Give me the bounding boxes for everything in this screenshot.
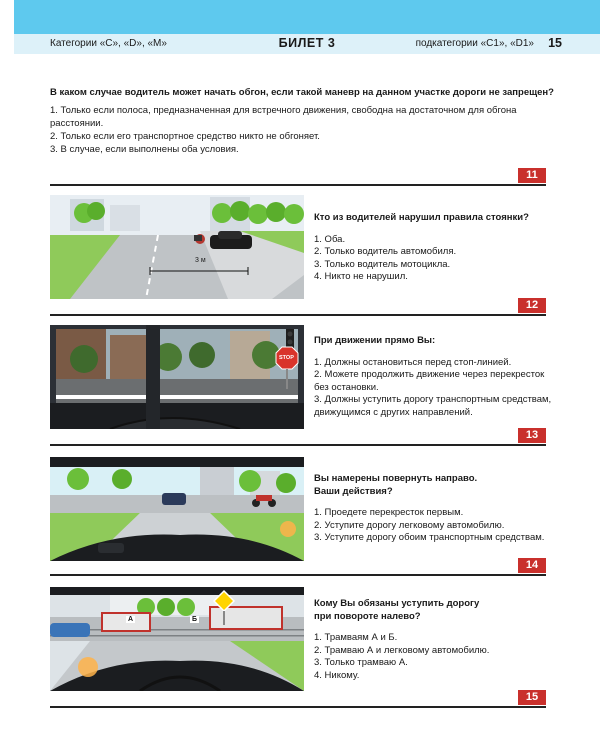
answer-option[interactable]: 2. Только водитель автомобиля. — [314, 246, 457, 257]
question-number-badge: 12 — [518, 298, 546, 313]
divider — [50, 574, 546, 576]
answer-option[interactable]: 3. Должны уступить дорогу транспортным средствам, движущимся с других направлений. — [314, 394, 552, 418]
header-subcategories: подкатегории «С1», «D1» — [415, 38, 534, 49]
answer-option[interactable]: 1. Только если полоса, предназначенная для встречного движения, свободна на достаточном для обгона расстоянии. — [50, 105, 517, 129]
divider — [50, 184, 546, 186]
question-number-badge: 13 — [518, 428, 546, 443]
question-title-line1: Кому Вы обязаны уступить дорогу — [314, 598, 480, 609]
question-13 — [314, 335, 552, 419]
question-illustration-right-turn — [50, 457, 304, 561]
divider — [50, 314, 546, 316]
question-15 — [314, 598, 552, 682]
answer-option[interactable]: 3. Уступите дорогу обоим транспортным средствам. — [314, 532, 545, 543]
page-header — [14, 34, 600, 54]
question-title: Кто из водителей нарушил правила стоянки? — [314, 212, 529, 223]
question-title — [314, 473, 552, 498]
header-categories: Категории «С», «D», «М» — [50, 38, 167, 49]
tram-a-label: А — [128, 616, 134, 623]
question-10 — [50, 86, 560, 156]
answer-option[interactable]: 1. Должны остановиться перед стоп-линией. — [314, 356, 512, 368]
page-number: 15 — [548, 36, 562, 50]
question-number-badge: 11 — [518, 168, 546, 183]
question-illustration-stop-sign — [50, 325, 304, 429]
answer-option[interactable]: 2. Трамваю А и легковому автомобилю. — [314, 644, 490, 656]
top-color-band — [14, 0, 600, 34]
question-12 — [314, 212, 552, 284]
answer-option[interactable]: 2. Только если его транспортное средство никто не обгоняет. — [50, 131, 320, 142]
answer-option[interactable]: 3. В случае, если выполнены оба условия. — [50, 144, 239, 155]
tram-b-label: Б — [192, 616, 198, 623]
stop-sign-label: STOP — [279, 355, 294, 361]
question-title — [314, 598, 552, 623]
divider — [50, 444, 546, 446]
answer-option[interactable]: 3. Только водитель мотоцикла. — [314, 258, 451, 270]
question-title-line2: Ваши действия? — [314, 485, 393, 497]
question-number-badge: 14 — [518, 558, 546, 573]
divider — [50, 706, 546, 708]
question-title: При движении прямо Вы: — [314, 335, 436, 346]
question-number-badge: 15 — [518, 690, 546, 705]
question-illustration-parking — [50, 195, 304, 299]
answer-option[interactable]: 4. Никому. — [314, 669, 360, 681]
ticket-title: БИЛЕТ 3 — [278, 36, 336, 50]
question-illustration-left-turn-trams — [50, 587, 304, 691]
answer-option[interactable]: 2. Уступите дорогу легковому автомобилю. — [314, 519, 505, 531]
answer-option[interactable]: 3. Только трамваю А. — [314, 657, 408, 668]
question-title-line2: при повороте налево? — [314, 610, 421, 622]
answer-option[interactable]: 1. Проедете перекресток первым. — [314, 507, 464, 518]
question-title-line1: Вы намерены повернуть направо. — [314, 473, 478, 484]
question-title: В каком случае водитель может начать обгон, если такой маневр на данном участке дороги не запрещен? — [50, 87, 554, 98]
distance-label: 3 м — [195, 257, 206, 264]
answer-option[interactable]: 1. Оба. — [314, 233, 346, 245]
question-14 — [314, 473, 552, 545]
answer-option[interactable]: 4. Никто не нарушил. — [314, 271, 408, 282]
answer-option[interactable]: 2. Можете продолжить движение через перекресток без остановки. — [314, 369, 545, 393]
answer-option[interactable]: 1. Трамваям А и Б. — [314, 632, 398, 643]
